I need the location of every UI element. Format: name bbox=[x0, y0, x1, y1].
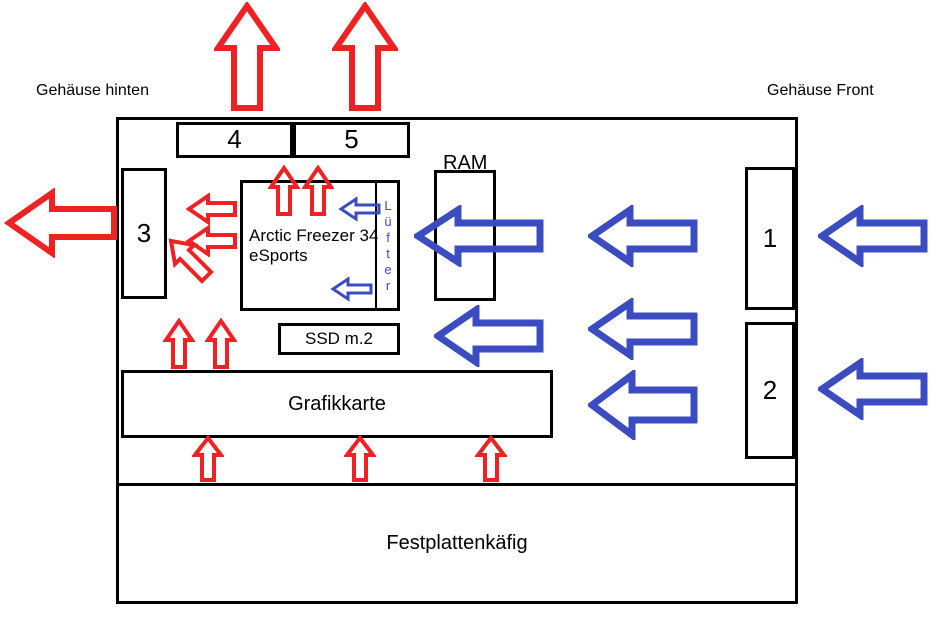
gpu[interactable] bbox=[121, 370, 553, 438]
exhaust-arrow-gpu-up-1 bbox=[163, 318, 195, 370]
intake-arrow-front-1 bbox=[818, 205, 928, 267]
intake-arrow-front-2 bbox=[818, 358, 928, 420]
slot-5-label: 5 bbox=[344, 124, 359, 155]
ssd-label: SSD m.2 bbox=[304, 329, 374, 349]
slot-3-label: 3 bbox=[136, 217, 152, 248]
exhaust-arrow-cooler-up-1 bbox=[268, 165, 300, 217]
exhaust-arrow-below-gpu-2 bbox=[344, 435, 376, 483]
exhaust-arrow-below-gpu-3 bbox=[475, 435, 507, 483]
slot-5[interactable] bbox=[293, 122, 410, 158]
exhaust-arrow-cooler-up-2 bbox=[302, 165, 334, 217]
exhaust-arrow-rear-left bbox=[4, 188, 119, 258]
label-ram: RAM bbox=[443, 152, 488, 174]
intake-arrow-cooler bbox=[414, 205, 544, 267]
exhaust-arrow-diagonal bbox=[166, 236, 216, 286]
cpu-fan-label: Lüfter bbox=[380, 198, 396, 294]
slot-4[interactable] bbox=[176, 122, 293, 158]
exhaust-arrow-top-left bbox=[214, 2, 280, 112]
slot-3[interactable] bbox=[121, 168, 167, 299]
ssd-m2[interactable] bbox=[278, 323, 400, 355]
exhaust-arrow-below-gpu-1 bbox=[192, 435, 224, 483]
slot-1-label: 1 bbox=[762, 222, 778, 253]
exhaust-arrow-gpu-up-2 bbox=[205, 318, 237, 370]
hdd-cage-label: Festplattenkäfig bbox=[386, 532, 528, 554]
label-case-front: Gehäuse Front bbox=[767, 82, 874, 99]
intake-arrow-fan-top bbox=[338, 196, 382, 222]
intake-arrow-mid-1 bbox=[588, 205, 698, 267]
intake-arrow-ssd bbox=[434, 305, 544, 367]
slot-1[interactable] bbox=[745, 167, 795, 310]
intake-arrow-fan-bottom bbox=[330, 276, 374, 302]
exhaust-arrow-small-left-1 bbox=[186, 193, 238, 225]
gpu-label: Grafikkarte bbox=[288, 392, 386, 415]
label-case-rear: Gehäuse hinten bbox=[36, 82, 149, 99]
hdd-cage[interactable] bbox=[116, 483, 798, 604]
intake-arrow-gpu bbox=[588, 370, 698, 440]
intake-arrow-mid-2 bbox=[588, 298, 698, 360]
exhaust-arrow-top-right bbox=[332, 2, 398, 112]
slot-2[interactable] bbox=[745, 322, 795, 459]
slot-2-label: 2 bbox=[762, 374, 778, 405]
cpu-cooler-label: Arctic Freezer 34 eSports bbox=[249, 225, 379, 265]
slot-4-label: 4 bbox=[227, 124, 242, 155]
